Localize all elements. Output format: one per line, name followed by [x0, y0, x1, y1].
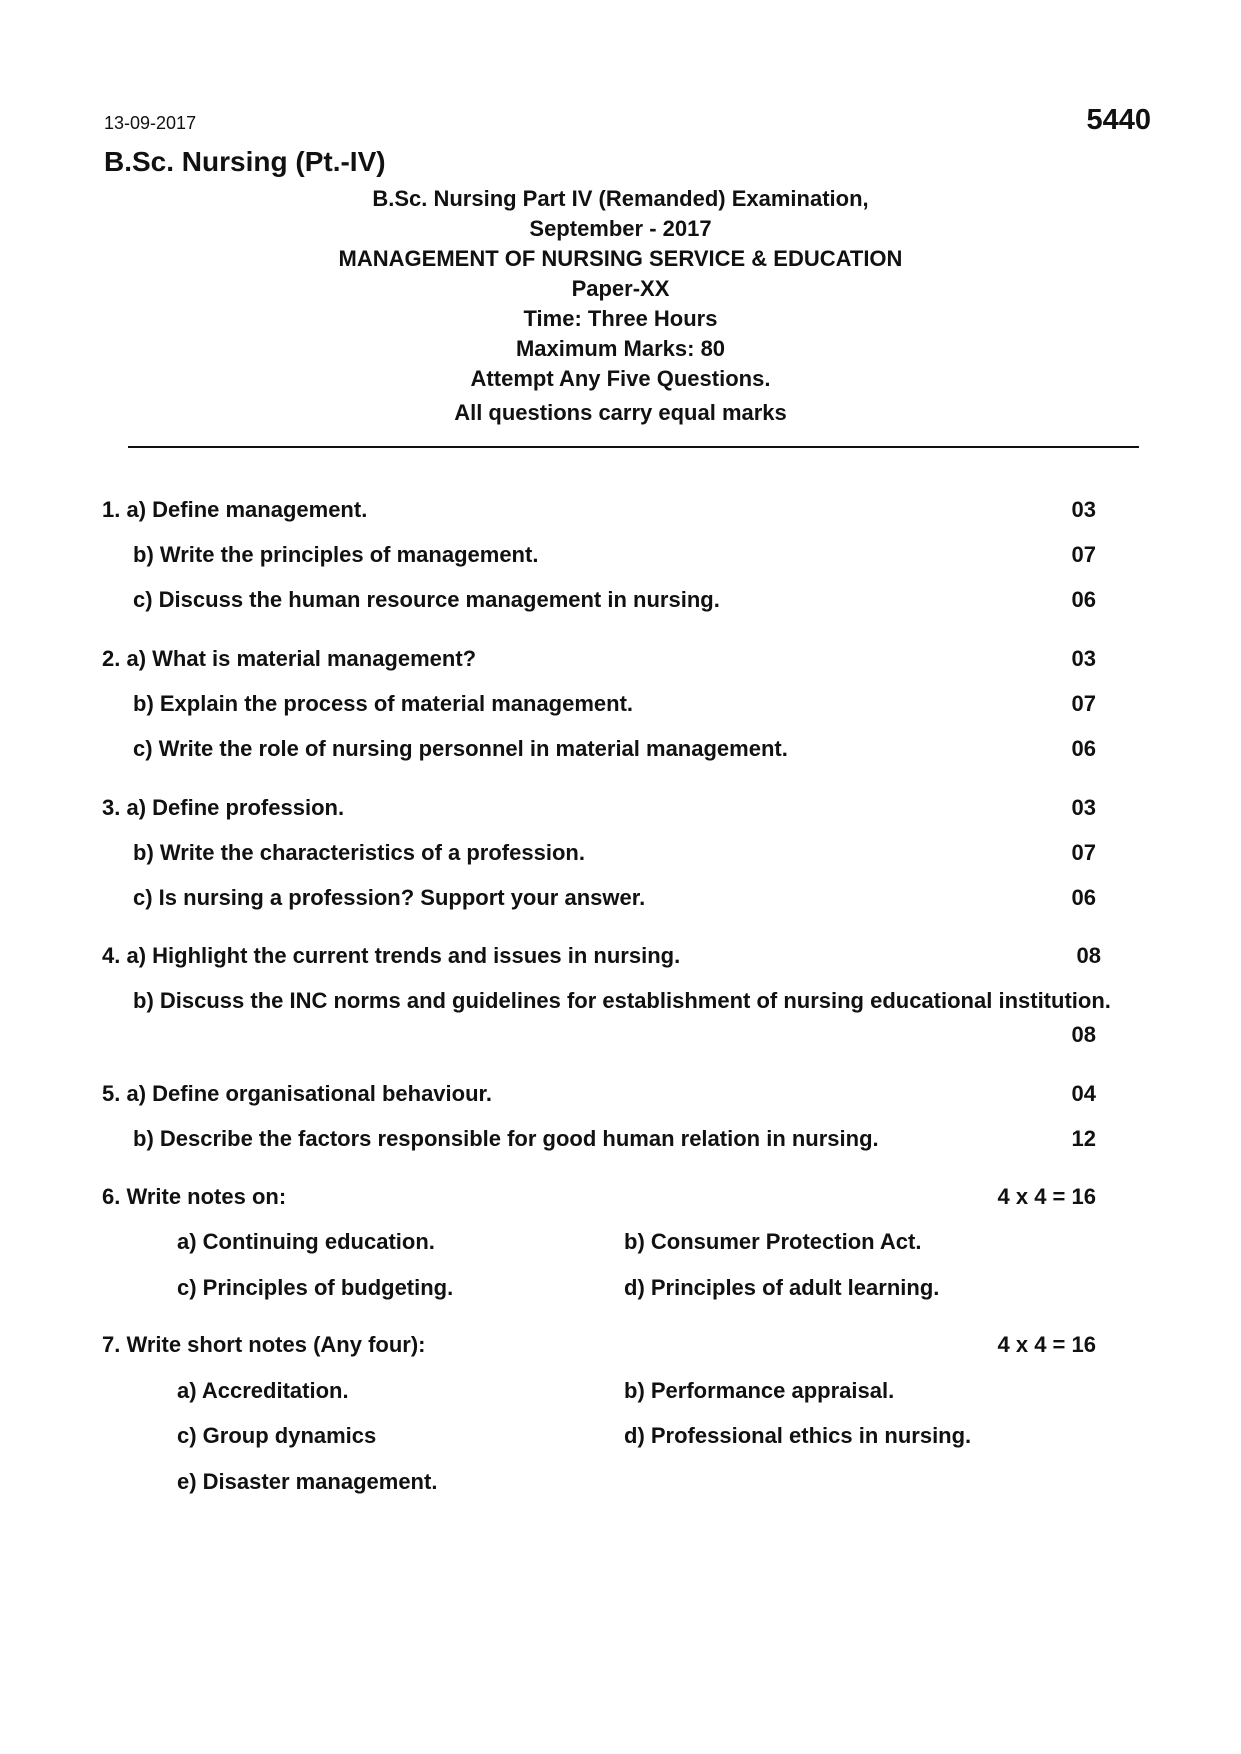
question-3a: 3. a) Define profession. — [102, 795, 345, 820]
marks-5a: 04 — [1071, 1081, 1096, 1106]
question-7d: d) Professional ethics in nursing. — [624, 1423, 972, 1448]
marks-5b: 12 — [1071, 1126, 1096, 1151]
question-6b: b) Consumer Protection Act. — [624, 1229, 922, 1254]
marks-1a: 03 — [1071, 497, 1096, 522]
marks-4b: 08 — [1071, 1022, 1096, 1047]
marks-7: 4 x 4 = 16 — [997, 1332, 1096, 1357]
marks-3c: 06 — [1071, 885, 1096, 910]
marks-4a: 08 — [1076, 943, 1101, 968]
question-2a: 2. a) What is material management? — [102, 646, 477, 671]
question-2c: c) Write the role of nursing personnel in material management. — [133, 736, 788, 761]
marks-1b: 07 — [1071, 542, 1096, 567]
question-5a: 5. a) Define organisational behaviour. — [102, 1081, 492, 1106]
marks-2a: 03 — [1071, 646, 1096, 671]
marks-2b: 07 — [1071, 691, 1096, 716]
course-title: B.Sc. Nursing (Pt.-IV) — [104, 146, 386, 177]
paper-number: Paper-XX — [571, 276, 670, 301]
question-6d: d) Principles of adult learning. — [624, 1275, 940, 1300]
question-1b: b) Write the principles of management. — [133, 542, 539, 567]
marks-1c: 06 — [1071, 587, 1096, 612]
instruction-marks: All questions carry equal marks — [454, 400, 787, 425]
question-6a: a) Continuing education. — [177, 1229, 435, 1254]
question-4b: b) Discuss the INC norms and guidelines for establishment of nursing educational institution. — [133, 988, 1111, 1013]
question-2b: b) Explain the process of material management. — [133, 691, 634, 716]
question-6-title: 6. Write notes on: — [102, 1184, 287, 1209]
question-3b: b) Write the characteristics of a profession. — [133, 840, 585, 865]
exam-session: September - 2017 — [529, 216, 712, 241]
question-4a: 4. a) Highlight the current trends and issues in nursing. — [102, 943, 681, 968]
question-1a: 1. a) Define management. — [102, 497, 368, 522]
max-marks: Maximum Marks: 80 — [515, 336, 726, 361]
exam-date: 13-09-2017 — [104, 113, 197, 133]
question-1c: c) Discuss the human resource management in nursing. — [133, 587, 720, 612]
paper-code: 5440 — [1086, 104, 1151, 136]
marks-6: 4 x 4 = 16 — [997, 1184, 1096, 1209]
marks-3a: 03 — [1071, 795, 1096, 820]
question-5b: b) Describe the factors responsible for good human relation in nursing. — [133, 1126, 879, 1151]
question-7-title: 7. Write short notes (Any four): — [102, 1332, 426, 1357]
instruction-attempt: Attempt Any Five Questions. — [470, 366, 771, 391]
question-7b: b) Performance appraisal. — [624, 1378, 895, 1403]
header-divider — [128, 446, 1139, 448]
question-6c: c) Principles of budgeting. — [177, 1275, 454, 1300]
marks-2c: 06 — [1071, 736, 1096, 761]
marks-3b: 07 — [1071, 840, 1096, 865]
question-7c: c) Group dynamics — [177, 1423, 377, 1448]
question-7a: a) Accreditation. — [177, 1378, 349, 1403]
question-7e: e) Disaster management. — [177, 1469, 438, 1494]
exam-name: B.Sc. Nursing Part IV (Remanded) Examination, — [372, 186, 869, 211]
question-3c: c) Is nursing a profession? Support your answer. — [133, 885, 646, 910]
subject-title: MANAGEMENT OF NURSING SERVICE & EDUCATION — [338, 246, 903, 271]
exam-time: Time: Three Hours — [523, 306, 718, 331]
